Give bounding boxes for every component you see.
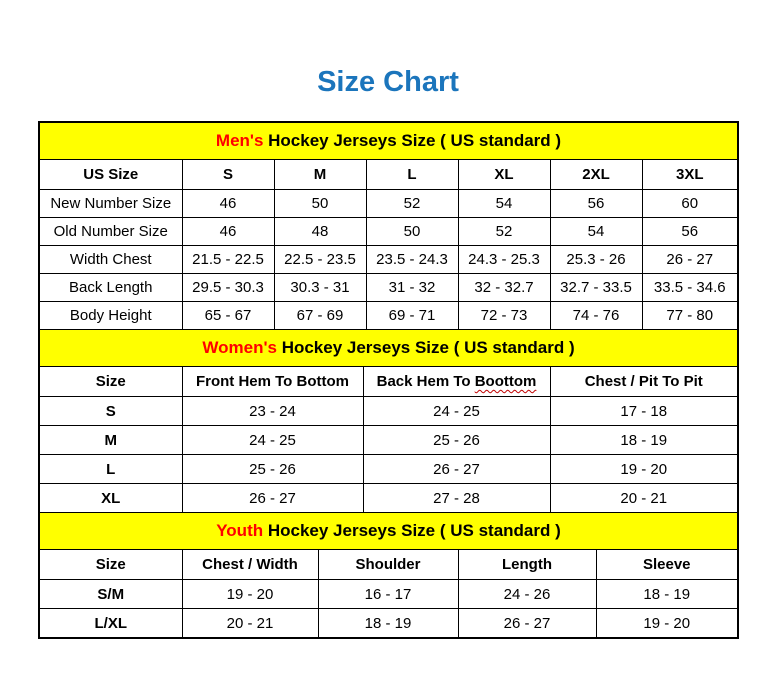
page-title: Size Chart [317,66,459,98]
cell: 50 [274,190,366,218]
cell: 18 - 19 [318,609,458,638]
cell: 27 - 28 [363,484,550,513]
cell: 17 - 18 [550,397,737,426]
youth-size-table [40,550,737,637]
row-label: S/M [40,580,182,609]
cell: 25 - 26 [363,426,550,455]
cell: 67 - 69 [274,302,366,330]
cell: 21.5 - 22.5 [182,246,274,274]
cell: 19 - 20 [550,455,737,484]
cell: 54 [458,190,550,218]
cell: 19 - 20 [182,580,318,609]
table-row [40,302,737,330]
cell: 25.3 - 26 [550,246,642,274]
cell: 65 - 67 [182,302,274,330]
col-header: L [366,160,458,190]
cell: 69 - 71 [366,302,458,330]
cell: 26 - 27 [642,246,737,274]
row-label: L [40,455,182,484]
cell: 18 - 19 [596,580,737,609]
youth-section-header [40,512,737,550]
col-header: Size [40,550,182,580]
row-label: New Number Size [40,190,182,218]
col-header: Front Hem To Bottom [182,367,363,397]
col-header: US Size [40,160,182,190]
cell: 23 - 24 [182,397,363,426]
cell: 26 - 27 [182,484,363,513]
mens-section-title-rest: Hockey Jerseys Size ( US standard ) [263,131,562,150]
table-row [40,609,737,638]
col-header: Sleeve [596,550,737,580]
cell: 32 - 32.7 [458,274,550,302]
cell: 31 - 32 [366,274,458,302]
table-row [40,484,737,513]
cell: 52 [366,190,458,218]
table-row [40,580,737,609]
row-label: Old Number Size [40,218,182,246]
row-label: Back Length [40,274,182,302]
cell: 16 - 17 [318,580,458,609]
row-label: L/XL [40,609,182,638]
cell: 20 - 21 [182,609,318,638]
cell: 60 [642,190,737,218]
cell: 46 [182,190,274,218]
mens-section-header [40,123,737,160]
col-header [363,367,550,397]
cell: 24 - 25 [363,397,550,426]
cell: 24.3 - 25.3 [458,246,550,274]
col-header: Size [40,367,182,397]
table-row [40,426,737,455]
womens-size-table [40,367,737,512]
table-row [40,246,737,274]
cell: 52 [458,218,550,246]
cell: 26 - 27 [458,609,596,638]
table-row [40,455,737,484]
table-row [40,190,737,218]
col-header: Length [458,550,596,580]
table-row [40,397,737,426]
cell: 29.5 - 30.3 [182,274,274,302]
col-header: 3XL [642,160,737,190]
cell: 26 - 27 [363,455,550,484]
cell: 22.5 - 23.5 [274,246,366,274]
cell: 77 - 80 [642,302,737,330]
cell: 20 - 21 [550,484,737,513]
cell: 56 [550,190,642,218]
youth-section-accent: Youth [216,521,264,540]
cell: 32.7 - 33.5 [550,274,642,302]
table-row [40,218,737,246]
row-label: S [40,397,182,426]
cell: 74 - 76 [550,302,642,330]
mens-section-accent: Men's [215,131,264,150]
cell: 19 - 20 [596,609,737,638]
col-header: Shoulder [318,550,458,580]
col-header: Chest / Width [182,550,318,580]
womens-section-title-rest: Hockey Jerseys Size ( US standard ) [276,338,575,357]
cell: 18 - 19 [550,426,737,455]
misspelled-word: Boottom [474,373,537,390]
col-header: Chest / Pit To Pit [550,367,737,397]
row-label: Body Height [40,302,182,330]
row-label: M [40,426,182,455]
cell: 50 [366,218,458,246]
cell: 25 - 26 [182,455,363,484]
womens-section-header [40,329,737,367]
col-header-text: Back Hem To [376,373,475,390]
size-chart-container [38,121,739,639]
row-label: Width Chest [40,246,182,274]
cell: 54 [550,218,642,246]
cell: 72 - 73 [458,302,550,330]
cell: 24 - 25 [182,426,363,455]
col-header: M [274,160,366,190]
row-label: XL [40,484,182,513]
cell: 30.3 - 31 [274,274,366,302]
womens-section-accent: Women's [202,338,277,357]
mens-size-table [40,160,737,329]
youth-section-title-rest: Hockey Jerseys Size ( US standard ) [263,521,561,540]
col-header: 2XL [550,160,642,190]
cell: 23.5 - 24.3 [366,246,458,274]
cell: 48 [274,218,366,246]
youth-header-row [40,550,737,580]
col-header: XL [458,160,550,190]
womens-header-row [40,367,737,397]
cell: 56 [642,218,737,246]
cell: 46 [182,218,274,246]
col-header: S [182,160,274,190]
table-row [40,274,737,302]
cell: 24 - 26 [458,580,596,609]
cell: 33.5 - 34.6 [642,274,737,302]
mens-header-row [40,160,737,190]
